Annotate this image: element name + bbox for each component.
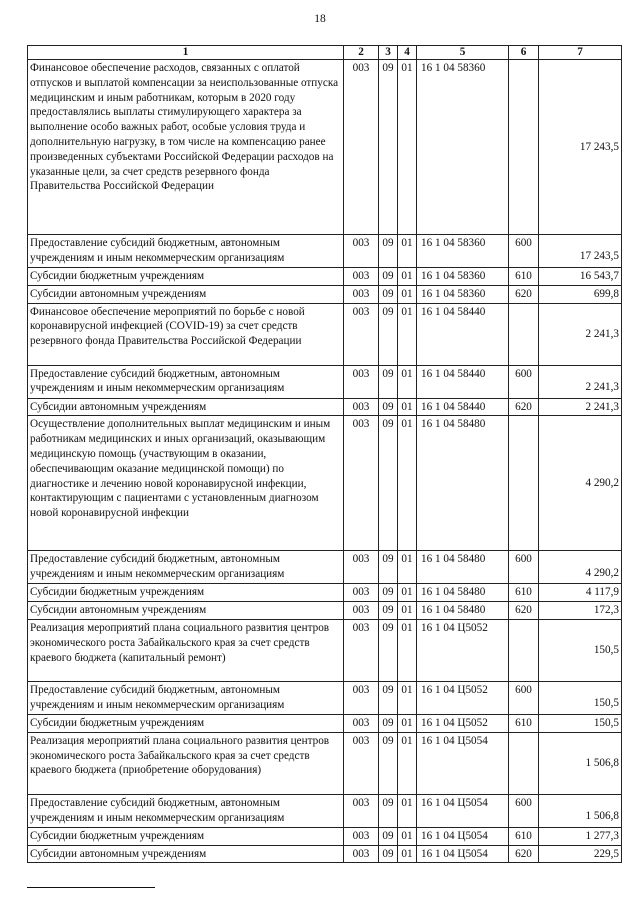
cell-csr: 16 1 04 Ц5054 [417,794,509,827]
cell-sum: 4 290,2 [539,551,622,584]
cell-vr [509,416,539,551]
col-header-ved: 2 [344,46,379,60]
cell-vr: 610 [509,584,539,602]
cell-ved: 003 [344,235,379,268]
cell-ved: 003 [344,303,379,365]
table-row [28,845,622,863]
cell-sum: 17 243,5 [539,60,622,235]
cell-vr: 610 [509,268,539,286]
cell-rz: 09 [379,619,398,681]
cell-sum: 150,5 [539,681,622,714]
table-row [28,398,622,416]
cell-csr: 16 1 04 58360 [417,285,509,303]
table-row [28,416,622,551]
cell-rz: 09 [379,827,398,845]
cell-csr: 16 1 04 58480 [417,416,509,551]
cell-ved: 003 [344,60,379,235]
cell-sum: 17 243,5 [539,235,622,268]
cell-sum: 2 241,3 [539,398,622,416]
cell-name: Финансовое обеспечение мероприятий по борьбе с новой коронавирусной инфекцией (COVID-19) за счет средств резервного фонда Правительства Российской Федерации [28,303,344,365]
cell-ved: 003 [344,365,379,398]
cell-rz: 09 [379,845,398,863]
cell-rz: 09 [379,794,398,827]
col-header-sum: 7 [539,46,622,60]
cell-name: Реализация мероприятий плана социального развития центров экономического роста Забайкальского края за счет средств краевого бюджета (приобретение оборудования) [28,732,344,794]
cell-sum: 172,3 [539,602,622,620]
cell-pr: 01 [398,732,417,794]
cell-sum: 4 290,2 [539,416,622,551]
cell-sum: 4 117,9 [539,584,622,602]
cell-rz: 09 [379,714,398,732]
footer-rule [27,887,155,888]
table-row [28,602,622,620]
table-row [28,827,622,845]
cell-sum: 229,5 [539,845,622,863]
cell-pr: 01 [398,794,417,827]
cell-csr: 16 1 04 Ц5054 [417,732,509,794]
cell-sum: 16 543,7 [539,268,622,286]
cell-ved: 003 [344,602,379,620]
cell-pr: 01 [398,285,417,303]
cell-vr: 600 [509,794,539,827]
cell-vr: 600 [509,681,539,714]
cell-vr [509,303,539,365]
cell-ved: 003 [344,268,379,286]
cell-vr: 620 [509,845,539,863]
table-row [28,794,622,827]
cell-csr: 16 1 04 58440 [417,303,509,365]
table-row [28,303,622,365]
cell-pr: 01 [398,365,417,398]
cell-ved: 003 [344,827,379,845]
cell-csr: 16 1 04 Ц5052 [417,714,509,732]
cell-rz: 09 [379,681,398,714]
cell-ved: 003 [344,714,379,732]
cell-name: Осуществление дополнительных выплат медицинским и иным работникам медицинских и иных организаций, оказывающим медицинскую помощь (участвующим в оказании, обеспечивающим оказание медицинской помощи) по диагностике и лечению новой коронавирусной инфекции, контактирующим с пациентами с установленным диагнозом новой коронавирусной инфекции [28,416,344,551]
cell-csr: 16 1 04 58360 [417,268,509,286]
cell-name: Реализация мероприятий плана социального развития центров экономического роста Забайкальского края за счет средств краевого бюджета (капитальный ремонт) [28,619,344,681]
cell-vr: 600 [509,365,539,398]
table-body [28,60,622,863]
cell-pr: 01 [398,714,417,732]
cell-csr: 16 1 04 58480 [417,551,509,584]
cell-pr: 01 [398,416,417,551]
cell-rz: 09 [379,551,398,584]
cell-rz: 09 [379,602,398,620]
cell-rz: 09 [379,398,398,416]
table-row [28,285,622,303]
cell-vr: 620 [509,602,539,620]
cell-csr: 16 1 04 58440 [417,398,509,416]
table-row [28,235,622,268]
cell-sum: 150,5 [539,619,622,681]
cell-sum: 2 241,3 [539,365,622,398]
cell-name: Субсидии автономным учреждениям [28,398,344,416]
cell-pr: 01 [398,845,417,863]
cell-ved: 003 [344,845,379,863]
cell-name: Предоставление субсидий бюджетным, автономным учреждениям и иным некоммерческим организациям [28,681,344,714]
cell-ved: 003 [344,584,379,602]
cell-name: Субсидии автономным учреждениям [28,285,344,303]
cell-rz: 09 [379,60,398,235]
cell-name: Субсидии бюджетным учреждениям [28,584,344,602]
cell-ved: 003 [344,285,379,303]
cell-name: Субсидии бюджетным учреждениям [28,714,344,732]
cell-pr: 01 [398,303,417,365]
cell-rz: 09 [379,365,398,398]
cell-name: Предоставление субсидий бюджетным, автономным учреждениям и иным некоммерческим организациям [28,551,344,584]
table-row [28,268,622,286]
table-row [28,714,622,732]
cell-rz: 09 [379,416,398,551]
cell-vr: 610 [509,827,539,845]
table-row [28,584,622,602]
cell-ved: 003 [344,681,379,714]
col-header-csr: 5 [417,46,509,60]
col-header-vr: 6 [509,46,539,60]
table-row [28,732,622,794]
cell-vr [509,732,539,794]
cell-vr: 600 [509,235,539,268]
cell-rz: 09 [379,285,398,303]
col-header-rz: 3 [379,46,398,60]
cell-rz: 09 [379,235,398,268]
cell-name: Предоставление субсидий бюджетным, автономным учреждениям и иным некоммерческим организациям [28,365,344,398]
table-row [28,60,622,235]
cell-csr: 16 1 04 Ц5052 [417,619,509,681]
table-row [28,365,622,398]
cell-pr: 01 [398,60,417,235]
cell-csr: 16 1 04 Ц5052 [417,681,509,714]
table-row [28,551,622,584]
cell-ved: 003 [344,416,379,551]
cell-name: Предоставление субсидий бюджетным, автономным учреждениям и иным некоммерческим организациям [28,235,344,268]
cell-vr: 610 [509,714,539,732]
cell-sum: 1 277,3 [539,827,622,845]
cell-name: Субсидии автономным учреждениям [28,602,344,620]
cell-pr: 01 [398,827,417,845]
cell-pr: 01 [398,551,417,584]
cell-rz: 09 [379,303,398,365]
cell-pr: 01 [398,619,417,681]
cell-vr [509,60,539,235]
cell-name: Предоставление субсидий бюджетным, автономным учреждениям и иным некоммерческим организациям [28,794,344,827]
cell-pr: 01 [398,268,417,286]
cell-vr: 620 [509,285,539,303]
cell-ved: 003 [344,619,379,681]
cell-sum: 2 241,3 [539,303,622,365]
cell-pr: 01 [398,584,417,602]
budget-table [27,45,622,863]
cell-vr: 620 [509,398,539,416]
cell-csr: 16 1 04 Ц5054 [417,845,509,863]
cell-sum: 150,5 [539,714,622,732]
cell-csr: 16 1 04 58360 [417,235,509,268]
cell-csr: 16 1 04 58480 [417,584,509,602]
cell-pr: 01 [398,602,417,620]
cell-ved: 003 [344,794,379,827]
table-row [28,619,622,681]
cell-sum: 699,8 [539,285,622,303]
cell-pr: 01 [398,681,417,714]
cell-vr [509,619,539,681]
cell-csr: 16 1 04 58440 [417,365,509,398]
page-number: 18 [314,13,326,25]
cell-name: Финансовое обеспечение расходов, связанных с оплатой отпусков и выплатой компенсации за неиспользованные отпуска медицинским и иным работникам, которым в 2020 году предоставлялись выплаты стимулирующего характера за выполнение особо важных работ, особые условия труда и дополнительную нагрузку, в том числе на компенсацию ранее произведенных субъектами Российской Федерации расходов на указанные цели, за счет средств резервного фонда Правительства Российской Федерации [28,60,344,235]
cell-name: Субсидии бюджетным учреждениям [28,827,344,845]
table-row [28,681,622,714]
cell-pr: 01 [398,235,417,268]
col-header-pr: 4 [398,46,417,60]
cell-ved: 003 [344,551,379,584]
cell-pr: 01 [398,398,417,416]
col-header-name: 1 [28,46,344,60]
cell-sum: 1 506,8 [539,794,622,827]
cell-rz: 09 [379,268,398,286]
cell-csr: 16 1 04 58360 [417,60,509,235]
cell-csr: 16 1 04 Ц5054 [417,827,509,845]
cell-vr: 600 [509,551,539,584]
cell-csr: 16 1 04 58480 [417,602,509,620]
table-header-row [28,46,622,60]
cell-sum: 1 506,8 [539,732,622,794]
cell-rz: 09 [379,584,398,602]
cell-name: Субсидии бюджетным учреждениям [28,268,344,286]
cell-ved: 003 [344,732,379,794]
cell-ved: 003 [344,398,379,416]
cell-name: Субсидии автономным учреждениям [28,845,344,863]
cell-rz: 09 [379,732,398,794]
